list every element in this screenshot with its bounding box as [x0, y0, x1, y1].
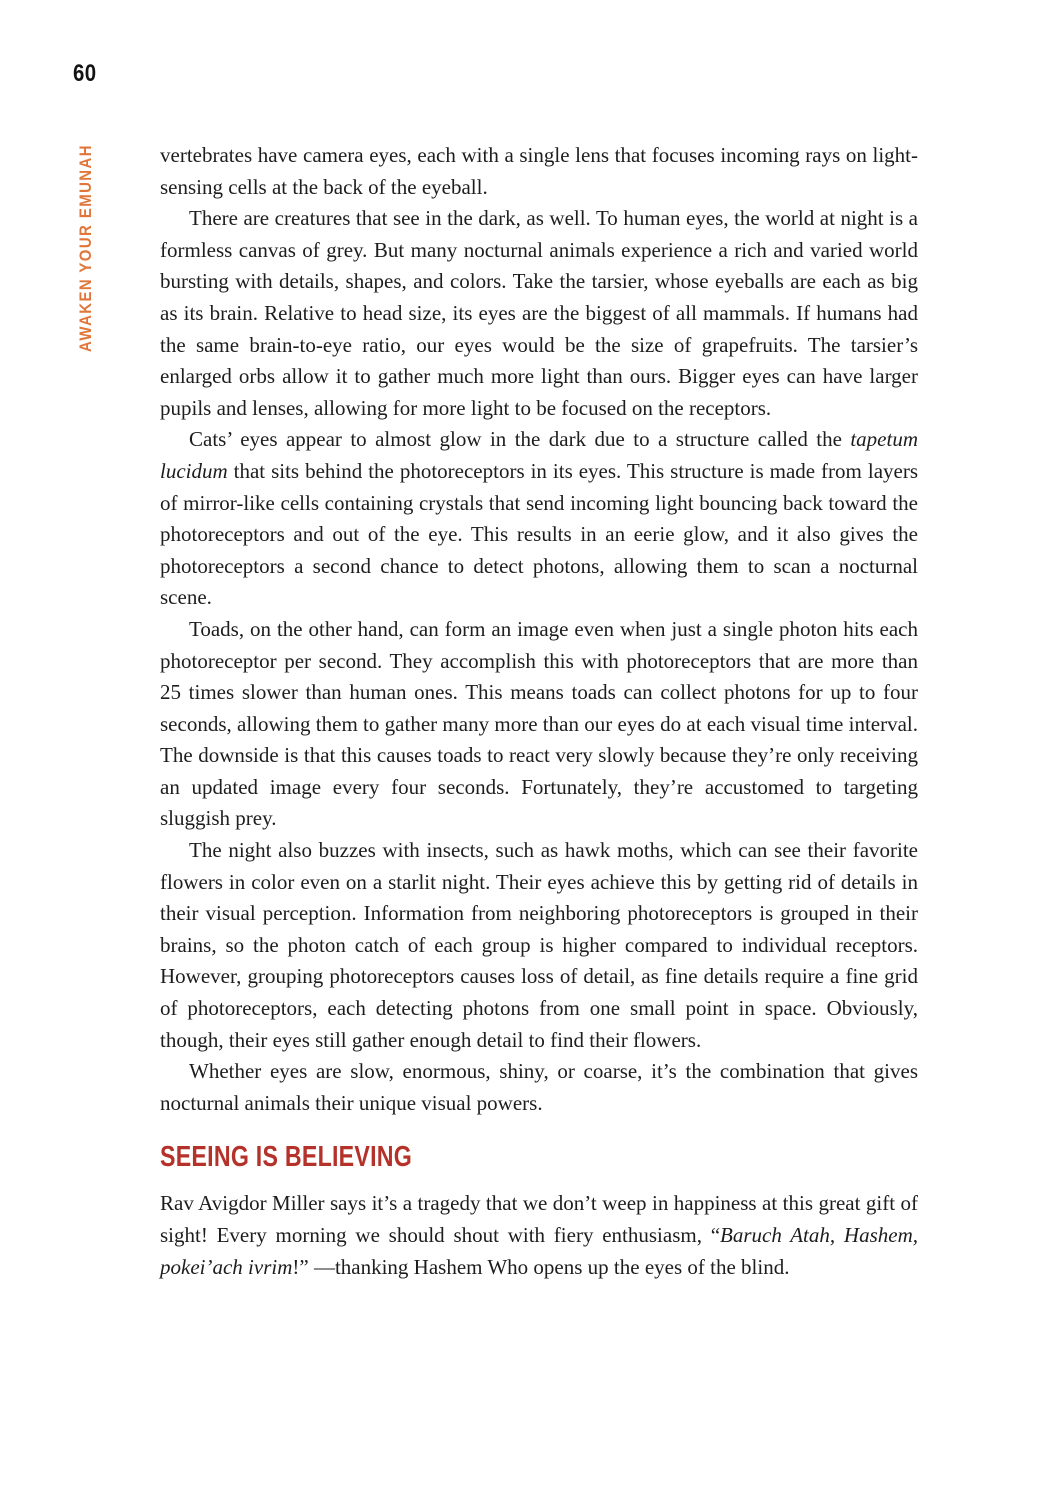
- text-column: [160, 140, 918, 1283]
- text-run: vertebrates have camera eyes, each with a single lens that focuses incoming rays on light-sensing cells at the back of the eyeball.: [160, 143, 918, 199]
- text-run: Cats’ eyes appear to almost glow in the dark due to a structure called the: [189, 427, 851, 452]
- page-number: 60: [73, 60, 97, 87]
- text-run: !” —thanking Hashem Who opens up the eyes of the blind.: [292, 1254, 790, 1279]
- body-paragraph: [160, 1056, 918, 1119]
- text-run: The night also buzzes with insects, such as hawk moths, which can see their favorite flowers in color even on a starlit night. Their eyes achieve this by getting rid of details in their visual perception. Information from neighboring photoreceptors is grouped in their brains, so the photon catch of each group is higher compared to individual receptors. However, grouping photoreceptors causes loss of detail, as fine details require a fine grid of photoreceptors, each detecting photons from one small point in space. Obviously, though, their eyes still gather enough detail to find their flowers.: [160, 838, 918, 1052]
- running-head-vertical: AWAKEN YOUR EMUNAH: [76, 144, 95, 352]
- section-heading: SEEING IS BELIEVING: [160, 1141, 413, 1174]
- italic-text-run: Baruch Atah, Hashem, pokei’ach ivrim: [160, 1223, 918, 1279]
- body-paragraph: [160, 1188, 918, 1283]
- body-paragraph: [160, 203, 918, 424]
- italic-text-run: tapetum lucidum: [160, 427, 918, 483]
- text-run: There are creatures that see in the dark, as well. To human eyes, the world at night is a formless canvas of grey. But many nocturnal animals experience a rich and varied world bursting with details, shapes, and colors. Take the tarsier, whose eyeballs are each as big as its brain. Relative to head size, its eyes are the biggest of all mammals. If humans had the same brain-to-eye ratio, our eyes would be the size of grapefruits. The tarsier’s enlarged orbs allow it to gather much more light than ours. Bigger eyes can have larger pupils and lenses, allowing for more light to be focused on the receptors.: [160, 206, 918, 420]
- body-paragraph: [160, 424, 918, 614]
- text-run: Rav Avigdor Miller says it’s a tragedy that we don’t weep in happiness at this great gift of sight! Every morning we should shout with fiery enthusiasm, “: [160, 1191, 918, 1247]
- text-run: Whether eyes are slow, enormous, shiny, or coarse, it’s the combination that gives nocturnal animals their unique visual powers.: [160, 1059, 918, 1115]
- body-paragraph: [160, 835, 918, 1056]
- body-paragraph: [160, 140, 918, 203]
- text-run: Toads, on the other hand, can form an image even when just a single photon hits each photoreceptor per second. They accomplish this with photoreceptors that are more than 25 times slower than human ones. This means toads can collect photons for up to four seconds, allowing them to gather many more than our eyes do at each visual time interval. The downside is that this causes toads to react very slowly because they’re only receiving an updated image every four seconds. Fortunately, they’re accustomed to targeting sluggish prey.: [160, 616, 918, 831]
- body-paragraph: [160, 614, 918, 835]
- text-run: that sits behind the photoreceptors in its eyes. This structure is made from layers of mirror-like cells containing crystals that send incoming light bouncing back toward the photoreceptors and out of the eye. This results in an eerie glow, and it also gives the photoreceptors a second chance to detect photons, allowing them to scan a nocturnal scene.: [160, 458, 918, 610]
